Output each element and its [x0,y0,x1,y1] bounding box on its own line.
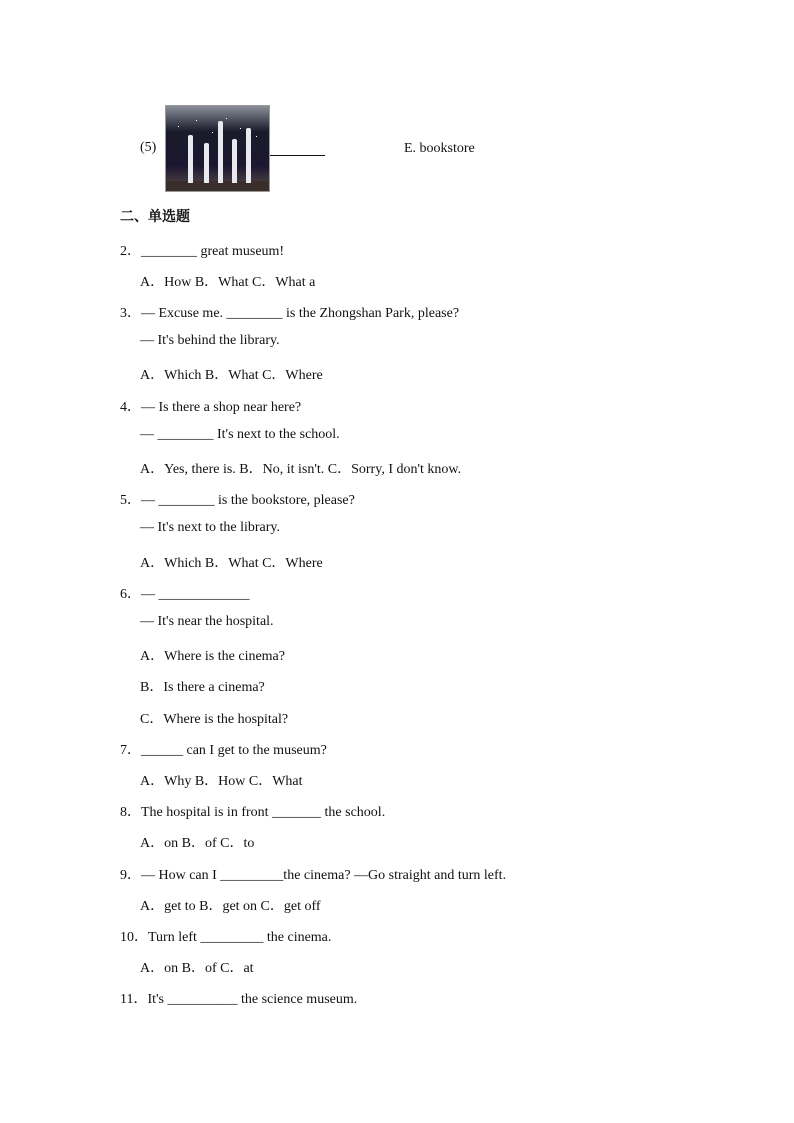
question-5-options: A．Which B．What C．Where [140,556,323,571]
question-9: 9．— How can I _________the cinema? —Go straight and turn left. [120,868,507,883]
matching-item-number: (5) [140,140,157,155]
question-8-options: A．on B．of C．to [140,836,255,851]
question-10-options: A．on B．of C．at [140,961,254,976]
question-2: 2．________ great museum! [120,244,285,259]
question-3: 3．— Excuse me. ________ is the Zhongshan Park, please? [120,306,460,321]
question-9-options: A．get to B．get on C．get off [140,899,321,914]
exhibit-photo [165,105,270,192]
section-title: 二、单选题 [120,209,190,225]
question-3-options: A．Which B．What C．Where [140,368,323,383]
question-3-reply: — It's behind the library. [140,333,280,348]
question-7: 7．______ can I get to the museum? [120,743,327,758]
question-11: 11．It's __________ the science museum. [120,992,358,1007]
answer-blank[interactable] [270,155,325,156]
option-e: E. bookstore [404,141,475,156]
question-6-option-b: B．Is there a cinema? [140,680,265,695]
question-4-options: A．Yes, there is. B．No, it isn't. C．Sorry, I don't know. [140,462,462,477]
question-8: 8．The hospital is in front _______ the school. [120,805,386,820]
question-6-option-c: C．Where is the hospital? [140,712,289,727]
question-2-options: A．How B．What C．What a [140,275,316,290]
question-6-option-a: A．Where is the cinema? [140,649,285,664]
question-4-reply: — ________ It's next to the school. [140,427,340,442]
question-7-options: A．Why B．How C．What [140,774,303,789]
question-6: 6．— _____________ [120,587,250,602]
question-4: 4．— Is there a shop near here? [120,400,302,415]
question-5-reply: — It's next to the library. [140,520,281,535]
question-5: 5．— ________ is the bookstore, please? [120,493,355,508]
question-6-reply: — It's near the hospital. [140,614,274,629]
question-10: 10．Turn left _________ the cinema. [120,930,332,945]
